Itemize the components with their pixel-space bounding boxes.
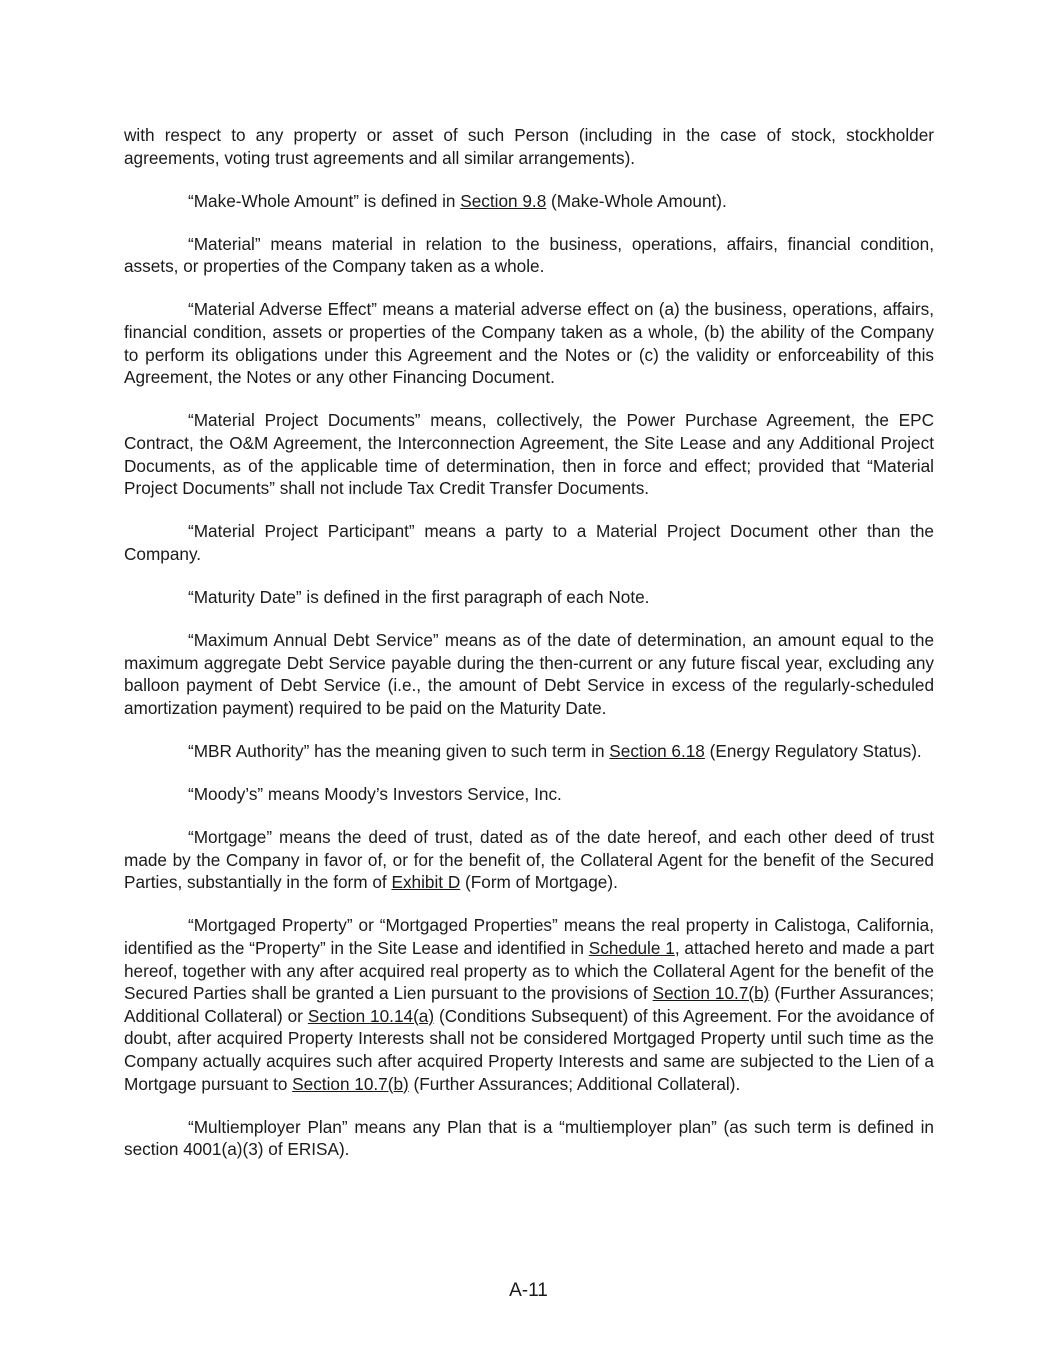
definition-paragraph [124,783,934,806]
cross-reference: Exhibit D [391,872,461,893]
text-run: “Material” means material in relation to the business, operations, affairs, financial condition, assets, or properties of the Company taken as a whole. [124,233,934,277]
definition-paragraph [124,740,934,763]
text-run: (Conditions Subsequent) of this Agreement. For the avoidance of doubt, after acquired Property Interests shall not be considered Mortgaged Property until such time as the Company actually acquires such after acquired Property Interests and same are subjected to the Lien of a Mortgage pursuant to [124,1005,935,1094]
cross-reference: Section 9.8 [460,190,547,211]
text-run: “Material Project Participant” means a party to a Material Project Document other than the Company. [124,521,934,564]
text-run: “Mortgaged Property” or “Mortgaged Properties” means the real property in Calistoga, California, identified as the “Property” in the Site Lease and identified in [124,915,934,958]
cross-reference: Schedule 1 [588,937,675,958]
continuation-paragraph [124,124,934,169]
text-run: with respect to any property or asset of such Person (including in the case of stock, stockholder agreements, voting trust agreements and all similar arrangements). [124,125,934,168]
text-run: “Maturity Date” is defined in the first paragraph of each Note. [188,586,650,607]
cross-reference: Section 10.7(b) [292,1073,409,1094]
text-run: “Moody’s” means Moody’s Investors Service, Inc. [188,783,562,804]
definition-paragraph [124,409,934,499]
text-run: (Energy Regulatory Status). [704,740,922,761]
definition-paragraph [124,629,934,719]
cross-reference: Section 10.7(b) [652,983,770,1004]
cross-reference: Section 10.14(a) [307,1005,435,1026]
definition-paragraph [124,586,934,609]
definition-paragraph [124,520,934,565]
definition-paragraph [124,190,934,213]
definition-paragraph [124,298,934,388]
document-body [124,124,934,1181]
text-run: (Form of Mortgage). [460,872,618,893]
definition-paragraph [124,233,934,278]
definition-paragraph [124,1116,934,1161]
text-run: “Make-Whole Amount” is defined in [188,190,461,211]
text-run: , attached hereto and made a part hereof, together with any after acquired real property as to which the Collateral Agent for the benefit of the Secured Parties shall be granted a Lien pursuant to the provisions of [124,937,934,1004]
page-number: A-11 [509,1280,548,1301]
text-run: “Maximum Annual Debt Service” means as of the date of determination, an amount equal to the maximum aggregate Debt Service payable during the then-current or any future fiscal year, excluding any balloon payment of Debt Service (i.e., the amount of Debt Service in excess of the regularly-scheduled amortization payment) required to be paid on the Maturity Date. [124,630,934,718]
cross-reference: Section 6.18 [609,740,705,761]
definition-paragraph [124,826,934,894]
text-run: “Multiemployer Plan” means any Plan that is a “multiemployer plan” (as such term is defined in section 4001(a)(3) of ERISA). [124,1116,934,1160]
text-run: (Make-Whole Amount). [546,190,727,211]
definition-paragraph [124,914,934,1095]
text-run: “Mortgage” means the deed of trust, dated as of the date hereof, and each other deed of trust made by the Company in favor of, or for the benefit of, the Collateral Agent for the benefit of the Secured Parties, substantially in the form of [124,827,934,893]
text-run: (Further Assurances; Additional Collateral) or [124,983,935,1026]
text-run: (Further Assurances; Additional Collateral). [408,1073,741,1094]
text-run: “Material Adverse Effect” means a material adverse effect on (a) the business, operations, affairs, financial condition, assets or properties of the Company taken as a whole, (b) the ability of the Company to perform its obligations under this Agreement and the Notes or (c) the validity or enforceability of this Agreement, the Notes or any other Financing Document. [124,299,934,388]
text-run: “MBR Authority” has the meaning given to such term in [188,740,610,761]
text-run: “Material Project Documents” means, collectively, the Power Purchase Agreement, the EPC Contract, the O&M Agreement, the Interconnection Agreement, the Site Lease and any Additional Project Documents, as of the applicable time of determination, then in force and effect; provided that “Material Project Documents” shall not include Tax Credit Transfer Documents. [124,410,934,499]
